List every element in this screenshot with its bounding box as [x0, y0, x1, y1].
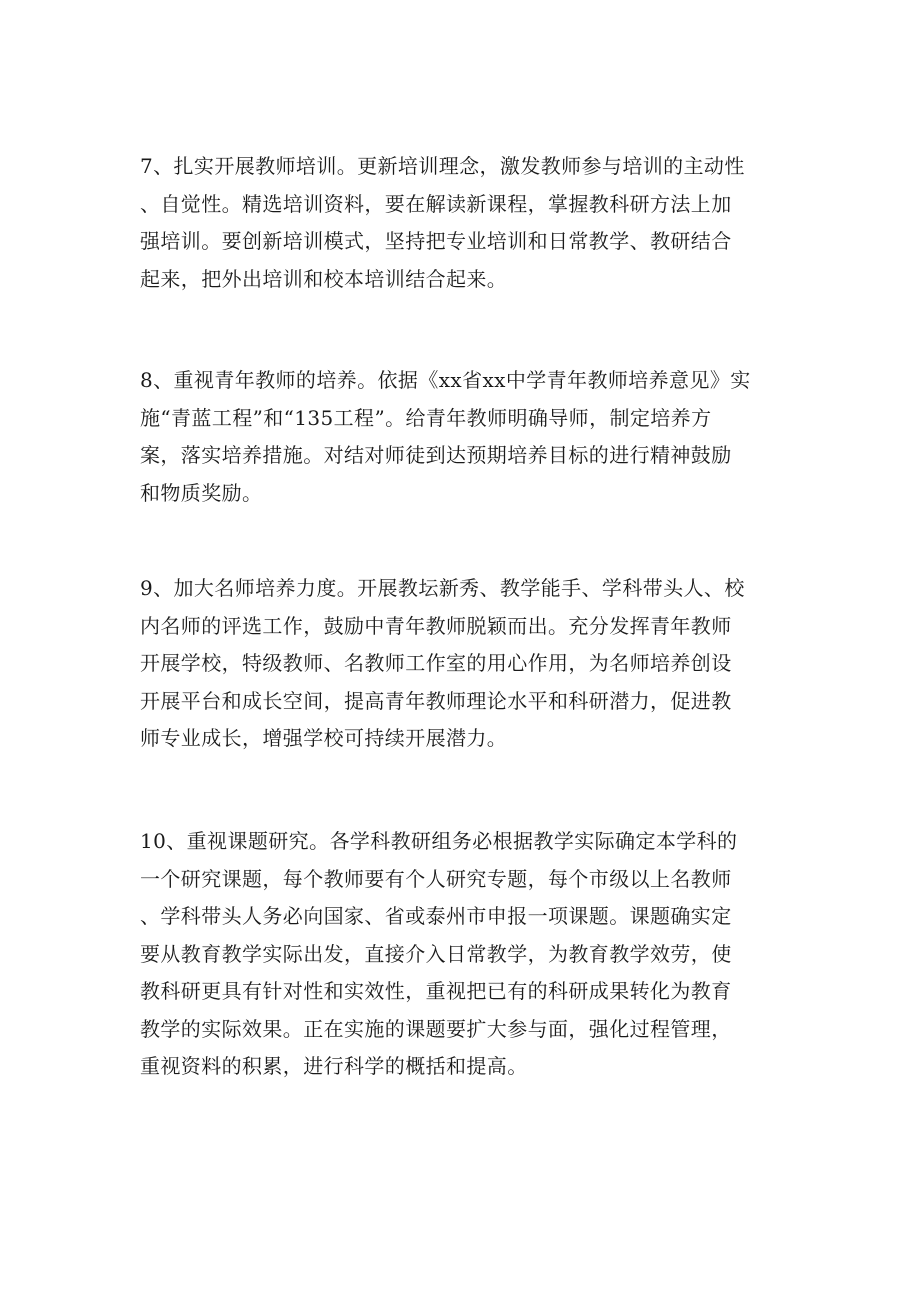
text-line: 案，落实培养措施。对结对师徒到达预期培养目标的进行精神鼓励: [140, 443, 732, 467]
paragraph-young-teacher-cultivation: [140, 362, 780, 512]
paragraph-famous-teacher-cultivation: [140, 570, 780, 758]
text-line: 和物质奖励。: [140, 480, 263, 505]
paragraph-research-projects: [140, 823, 780, 1086]
text-line: 强培训。要创新培训模式，坚持把专业培训和日常教学、教研结合: [140, 229, 732, 253]
text-line: 教科研更具有针对性和实效性，重视把已有的科研成果转化为教育: [140, 979, 732, 1003]
text-line: 教学的实际效果。正在实施的课题要扩大参与面，强化过程管理，: [140, 1016, 732, 1041]
text-line: 要从教育教学实际出发，直接介入日常教学，为教育教学效劳，使: [140, 941, 732, 966]
text-line: 开展学校，特级教师、名教师工作室的用心作用，为名师培养创设: [140, 651, 732, 675]
text-line: 8、重视青年教师的培养。依据《xx省xx中学青年教师培养意见》实: [140, 368, 751, 392]
text-line: 重视资料的积累，进行科学的概括和提高。: [140, 1054, 528, 1078]
text-line: 内名师的评选工作，鼓励中青年教师脱颖而出。充分发挥青年教师: [140, 613, 732, 638]
text-line: 、自觉性。精选培训资料，要在解读新课程，掌握教科研方法上加: [140, 191, 732, 216]
text-line: 7、扎实开展教师培训。更新培训理念，激发教师参与培训的主动性: [140, 154, 745, 178]
text-line: 10、重视课题研究。各学科教研组务必根据教学实际确定本学科的: [140, 829, 738, 853]
text-line: 施“青蓝工程”和“135工程”。给青年教师明确导师，制定培养方: [140, 405, 712, 430]
paragraph-teacher-training: [140, 148, 780, 298]
text-line: 师专业成长，增强学校可持续开展潜力。: [140, 726, 508, 750]
text-line: 、学科带头人务必向国家、省或泰州市申报一项课题。课题确实定: [140, 904, 732, 928]
text-line: 一个研究课题，每个教师要有个人研究专题，每个市级以上名教师: [140, 866, 732, 891]
text-line: 起来，把外出培训和校本培训结合起来。: [140, 266, 508, 291]
text-line: 开展平台和成长空间，提高青年教师理论水平和科研潜力，促进教: [140, 688, 732, 713]
text-line: 9、加大名师培养力度。开展教坛新秀、教学能手、学科带头人、校: [140, 576, 745, 600]
